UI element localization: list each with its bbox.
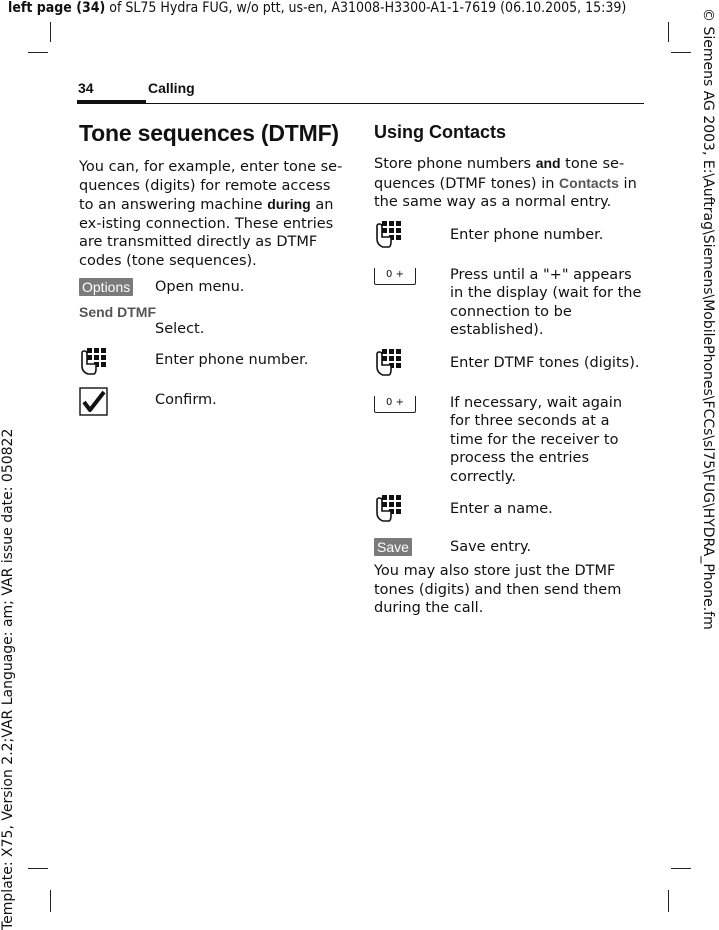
keypad-icon: [374, 494, 404, 524]
header-rule: [146, 103, 644, 104]
step-row: [374, 538, 644, 558]
section-title: Using Contacts: [374, 122, 507, 142]
step-text: If necessary, wait again for three seconds at a time for the receiver to process the entries correctly.: [450, 394, 623, 485]
keypad-icon: [79, 347, 109, 377]
header-rule-thick: [77, 100, 146, 104]
step-text: Enter phone number.: [155, 351, 309, 368]
step-text: Enter DTMF tones (digits).: [450, 354, 640, 371]
section-title: Tone sequences (DTMF): [79, 120, 339, 146]
checkmark-icon: [79, 387, 109, 417]
save-softkey: Save: [374, 538, 412, 556]
step-row: [374, 354, 644, 380]
crop-mark: [668, 890, 669, 912]
crop-mark: [671, 52, 691, 53]
crop-mark: [50, 890, 51, 912]
left-column: [79, 118, 349, 429]
section-outro: You may also store just the DTMF tones (digits) and then send them during the call.: [374, 563, 622, 616]
crop-mark: [28, 52, 48, 53]
crop-mark: [671, 868, 691, 869]
crop-mark: [668, 22, 669, 42]
page-number: 34: [78, 80, 94, 96]
section-intro: You can, for example, enter tone se-quences (digits) for remote access to an answering machine during an ex-isting connection. These entries are transmitted directly as DTMF codes (tone sequences).: [79, 159, 343, 269]
step-row: [79, 304, 349, 339]
step-text: Select.: [155, 321, 205, 337]
meta-document-info: of SL75 Hydra FUG, w/o ptt, us-en, A31008-H3300-A1-1-7619 (06.10.2005, 15:39): [105, 0, 627, 16]
keypad-icon: [374, 348, 404, 378]
step-text: Save entry.: [450, 539, 532, 555]
meta-page-label: left page (34): [8, 0, 106, 16]
section-intro: Store phone numbers and tone se-quences (DTMF tones) in Contacts in the same way as a normal entry.: [374, 155, 637, 210]
menu-item-label: Send DTMF: [79, 304, 156, 320]
step-row: [374, 266, 644, 340]
step-text: Press until a "+" appears in the display (wait for the connection to be established).: [450, 266, 642, 338]
step-row: [79, 391, 349, 417]
step-row: [374, 226, 644, 252]
keyword: and: [535, 155, 561, 171]
keypad-icon: [374, 220, 404, 250]
step-text: Open menu.: [155, 279, 245, 295]
chapter-title: Calling: [148, 80, 195, 96]
keyword-contacts: Contacts: [559, 174, 619, 191]
step-row: [374, 500, 644, 526]
right-column: [374, 118, 644, 626]
zero-plus-key: 0 +: [374, 396, 416, 413]
crop-mark: [50, 22, 51, 42]
crop-mark: [28, 868, 48, 869]
template-info: Template: X75, Version 2.2;VAR Language: am; VAR issue date: 050822: [0, 428, 16, 930]
step-text: Confirm.: [155, 391, 217, 408]
options-softkey: Options: [79, 278, 133, 296]
step-text: Enter a name.: [450, 501, 553, 517]
document-meta-line: [8, 0, 713, 20]
step-row: [79, 278, 349, 298]
step-row: [79, 351, 349, 377]
keyword: during: [267, 196, 311, 212]
step-text: Enter phone number.: [450, 226, 604, 243]
step-row: [374, 394, 644, 487]
zero-plus-key: 0 +: [374, 268, 416, 285]
copyright-path: © Siemens AG 2003, E:\Auftrag\Siemens\MobilePhones\FCCs\sl75\FUG\HYDRA_Phone.fm: [700, 8, 716, 630]
